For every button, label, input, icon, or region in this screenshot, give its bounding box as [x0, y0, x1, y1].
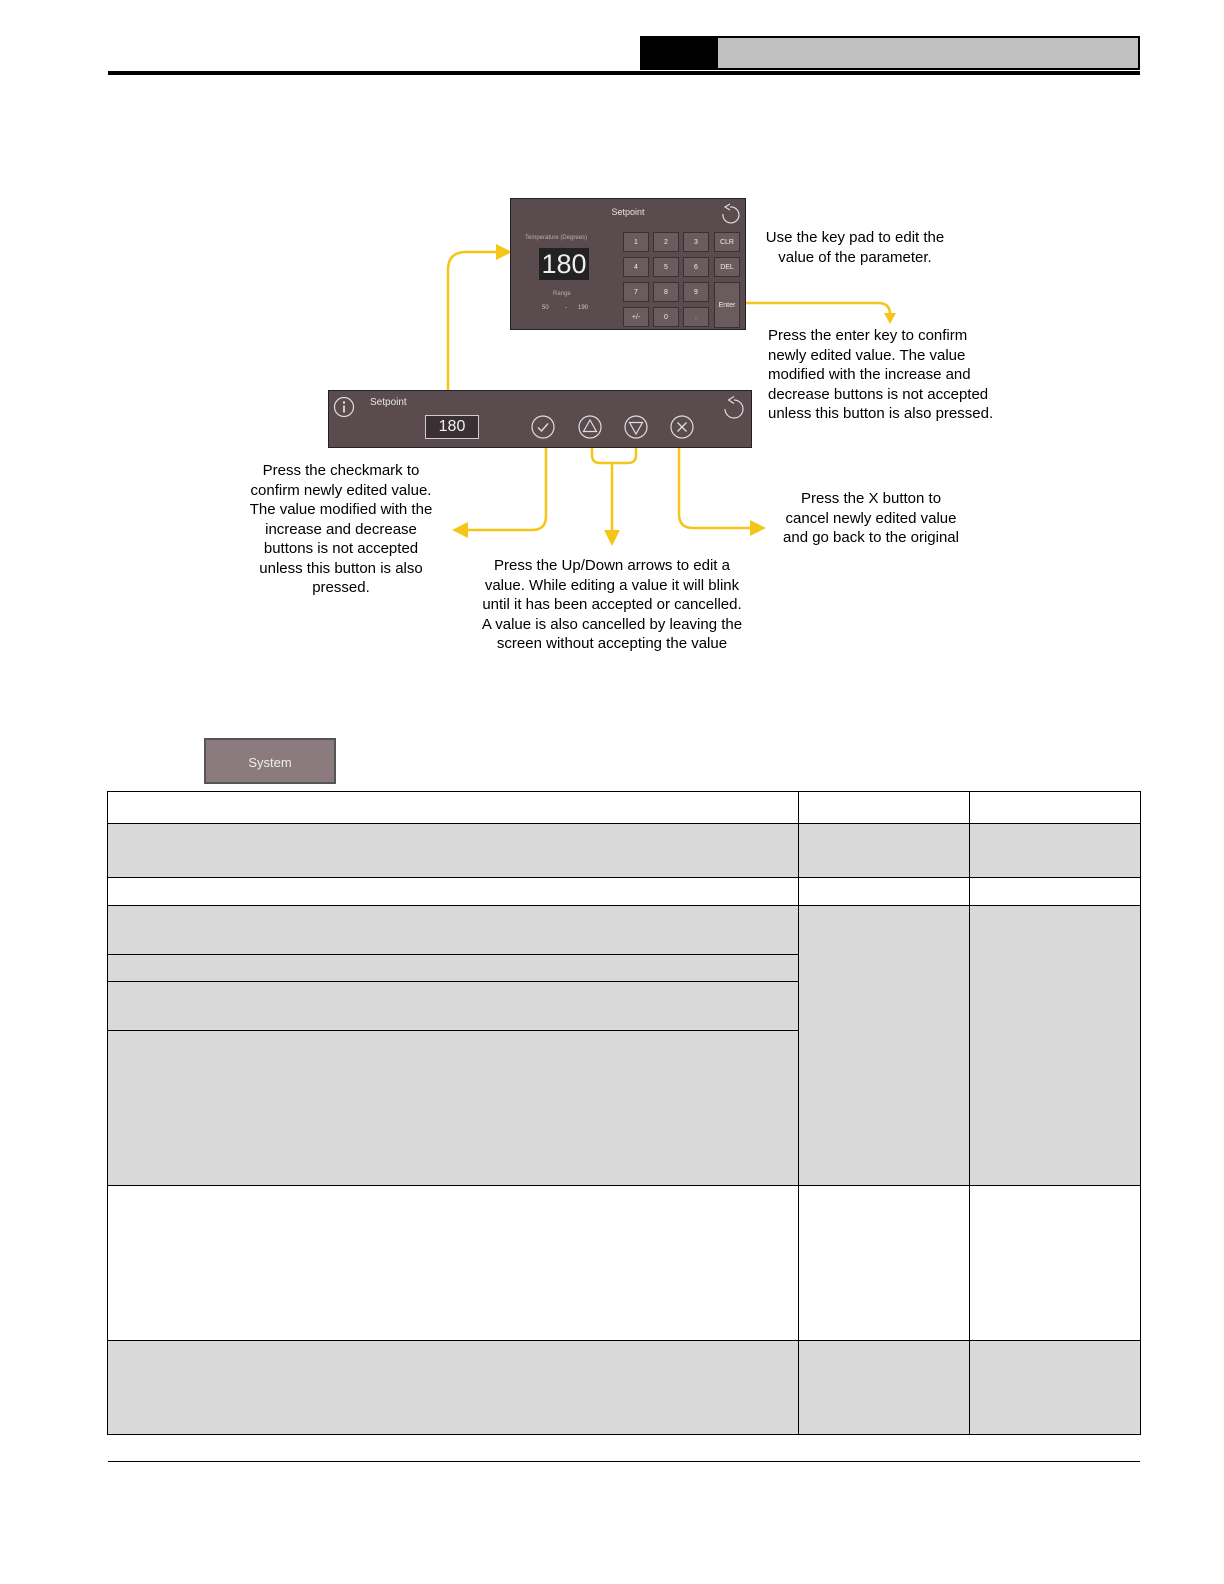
keypad-range-max: 190 [578, 305, 589, 311]
key-clr[interactable]: CLR [714, 232, 740, 252]
key-0[interactable]: 0 [653, 307, 679, 327]
note-keypad: Use the key pad to edit the value of the parameter. [765, 229, 945, 266]
system-button[interactable]: System [204, 738, 336, 784]
setpoint-value-field[interactable]: 180 [425, 415, 479, 439]
key-del[interactable]: DEL [714, 257, 740, 277]
keypad-range-separator: - [565, 305, 567, 311]
key-plus-minus[interactable]: +/- [623, 307, 649, 327]
key-3[interactable]: 3 [683, 232, 709, 252]
key-1[interactable]: 1 [623, 232, 649, 252]
footer-rule [108, 1461, 1140, 1462]
keypad-range-min: 50 [542, 305, 549, 311]
undo-icon[interactable] [719, 203, 741, 225]
table-row-shaded [108, 824, 1140, 877]
x-icon[interactable] [670, 415, 694, 439]
key-enter[interactable]: Enter [714, 282, 740, 328]
settings-table [107, 791, 1141, 1435]
arrowhead-checkmark [452, 522, 468, 538]
key-6[interactable]: 6 [683, 257, 709, 277]
info-icon[interactable] [333, 396, 355, 418]
down-arrow-icon[interactable] [624, 415, 648, 439]
undo-icon[interactable] [721, 395, 747, 421]
up-arrow-icon[interactable] [578, 415, 602, 439]
key-8[interactable]: 8 [653, 282, 679, 302]
key-7[interactable]: 7 [623, 282, 649, 302]
control-bar-title: Setpoint [370, 397, 407, 408]
note-checkmark: Press the checkmark to confirm newly edited value. The value modified with the increase and decrease buttons is not accepted unless this button is also pressed. [249, 462, 433, 596]
arrow-checkmark [462, 439, 546, 530]
key-2[interactable]: 2 [653, 232, 679, 252]
arrow-updown [592, 439, 636, 536]
note-x-button: Press the X button to cancel newly edited value and go back to the original [783, 490, 959, 546]
keypad-range-label: Range [553, 291, 571, 297]
key-4[interactable]: 4 [623, 257, 649, 277]
arrow-to-keypad [448, 252, 502, 396]
key-decimal[interactable]: . [683, 307, 709, 327]
arrowhead-updown [604, 530, 620, 546]
keypad-value-display: 180 [539, 248, 589, 280]
table-block-shaded [108, 906, 1140, 1186]
keypad-field-label: Temperature (Degrees) [525, 235, 588, 241]
keypad-title: Setpoint [611, 207, 645, 217]
key-5[interactable]: 5 [653, 257, 679, 277]
keypad-screen [510, 198, 746, 330]
arrow-x [679, 439, 756, 528]
checkmark-icon[interactable] [531, 415, 555, 439]
setpoint-control-bar [328, 390, 752, 448]
note-updown: Press the Up/Down arrows to edit a value. While editing a value it will blink until it has been accepted or cancelled. A value is also cancelled by leaving the screen without accepting the value [481, 557, 743, 652]
arrowhead-enter [884, 313, 896, 324]
arrow-enter [742, 303, 890, 318]
arrowhead-x [750, 520, 766, 536]
table-row-shaded [108, 1341, 1140, 1434]
note-enter: Press the enter key to confirm newly edited value. The value modified with the increase and decrease buttons is not accepted unless this button is also pressed. [768, 327, 994, 422]
key-9[interactable]: 9 [683, 282, 709, 302]
